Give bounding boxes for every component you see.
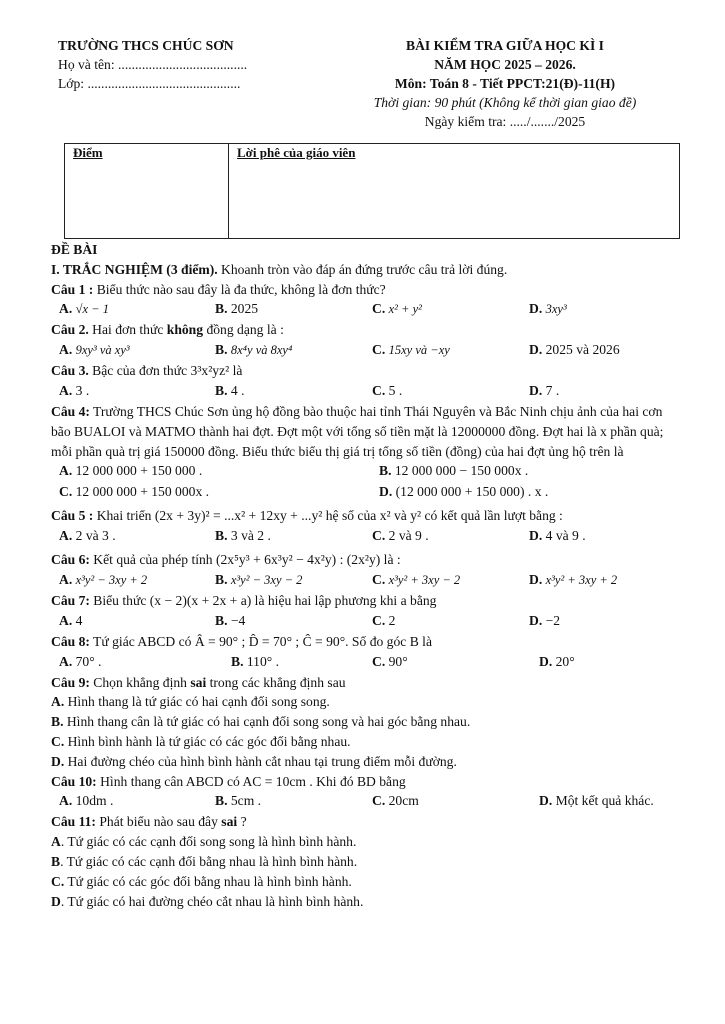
option-b[interactable]: B. Hình thang cân là tứ giác có hai cạnh đối song song và hai góc bằng nhau. — [51, 714, 471, 730]
option-b[interactable]: B. 5cm . — [215, 793, 262, 809]
question-6: Câu 6: Kết quả của phép tính (2x⁵y³ + 6x³y² − 4x²y) : (2x²y) là : — [51, 552, 401, 568]
option-a[interactable]: A. 2 và 3 . — [59, 528, 116, 544]
option-d[interactable]: D. Tứ giác có hai đường chéo cắt nhau là hình bình hành. — [51, 893, 364, 909]
question-3-options — [51, 381, 679, 402]
option-a[interactable]: A. 3 . — [59, 382, 90, 398]
option-c[interactable]: C. 5 . — [372, 382, 403, 398]
question-4-options-row1 — [51, 461, 679, 482]
student-name-field[interactable]: Họ và tên: ...................................... — [58, 57, 248, 72]
option-d[interactable]: D. 3xy³ — [529, 301, 567, 317]
option-a[interactable]: A. x³y² − 3xy + 2 — [59, 571, 148, 587]
option-a[interactable]: A. 10dm . — [59, 793, 114, 809]
option-a[interactable]: A. 4 — [59, 612, 83, 628]
question-2-options — [51, 340, 679, 361]
question-10-options — [51, 791, 679, 812]
option-a[interactable]: A. 9xy³ và xy³ — [59, 342, 130, 358]
option-a[interactable]: A. 12 000 000 + 150 000 . — [59, 463, 203, 479]
question-6-options — [51, 570, 679, 591]
option-c[interactable]: C. 90° — [372, 653, 408, 669]
option-b[interactable]: B. 3 và 2 . — [215, 528, 271, 544]
question-5-options — [51, 526, 679, 547]
score-box — [64, 143, 680, 239]
question-8-options — [51, 652, 679, 673]
option-d[interactable]: D. −2 — [529, 612, 561, 628]
option-b[interactable]: B. 4 . — [215, 382, 245, 398]
option-d[interactable]: D. 4 và 9 . — [529, 528, 586, 544]
option-c[interactable]: C. 15xy và −xy — [372, 342, 450, 358]
school-year: NĂM HỌC 2025 – 2026. — [434, 57, 576, 72]
option-b[interactable]: B. −4 — [215, 612, 246, 628]
option-b[interactable]: B. 12 000 000 − 150 000x . — [379, 463, 529, 479]
exam-date: Ngày kiểm tra: ...../......./2025 — [424, 114, 586, 129]
question-4-options-row2 — [51, 482, 679, 503]
option-a[interactable]: A. Tứ giác có các cạnh đối song song là hình bình hành. — [51, 834, 357, 850]
score-column[interactable] — [65, 144, 229, 238]
time-line: Thời gian: 90 phút (Không kể thời gian giao đề) — [373, 95, 637, 110]
option-b[interactable]: B. 2025 — [215, 301, 259, 317]
question-7: Câu 7: Biểu thức (x − 2)(x + 2x + a) là hiệu hai lập phương khi a bằng — [51, 592, 437, 608]
question-3: Câu 3. Bậc của đơn thức 3³x²yz² là — [51, 363, 243, 379]
score-label: Điểm — [73, 145, 103, 160]
part1-instruction: Khoanh tròn vào đáp án đứng trước câu trả lời đúng. — [217, 261, 508, 277]
part1-title: I. TRẮC NGHIỆM (3 điểm). — [51, 261, 218, 277]
class-field[interactable]: Lớp: ............................................. — [58, 76, 241, 91]
question-7-options — [51, 611, 679, 632]
section-title: ĐỀ BÀI — [51, 242, 98, 257]
option-a[interactable]: A. √x − 1 — [59, 301, 109, 317]
exam-content — [51, 240, 679, 911]
option-b[interactable]: B. 8x⁴y và 8xy⁴ — [215, 342, 293, 358]
option-a[interactable]: A. 70° . — [59, 653, 102, 669]
option-c[interactable]: C. x³y² + 3xy − 2 — [372, 571, 461, 587]
option-c[interactable]: C. Tứ giác có các góc đối bằng nhau là hình bình hành. — [51, 873, 352, 889]
question-label: Câu 1 : — [51, 281, 94, 297]
question-11: Câu 11: Phát biểu nào sau đây sai ? — [51, 814, 247, 830]
question-text: Biểu thức nào sau đây là đa thức, không là đơn thức? — [93, 281, 386, 297]
comment-label: Lời phê của giáo viên — [237, 145, 356, 160]
option-d[interactable]: D. (12 000 000 + 150 000) . x . — [379, 484, 549, 500]
subject-line: Môn: Toán 8 - Tiết PPCT:21(Đ)-11(H) — [394, 76, 616, 91]
question-5: Câu 5 : Khai triển (2x + 3y)² = ...x² + 12xy + ...y² hệ số của x² và y² có kết quả lần lượt bằng : — [51, 508, 563, 524]
option-d[interactable]: D. x³y² + 3xy + 2 — [529, 571, 618, 587]
question-1-options — [51, 299, 679, 320]
option-d[interactable]: D. Hai đường chéo của hình bình hành cắt nhau tại trung điểm mỗi đường. — [51, 753, 457, 769]
option-b[interactable]: B. x³y² − 3xy − 2 — [215, 571, 303, 587]
option-b[interactable]: B. 110° . — [231, 653, 279, 669]
question-4: Câu 4: Trường THCS Chúc Sơn ủng hộ đồng bào thuộc hai tỉnh Thái Nguyên và Bắc Ninh chịu ảnh của hai cơn bão BUALOI và MATMO thành hai đợt. Đợt một với tổng số tiền mặt là 12000000 đồng. Đợt hai là x phần quà; mỗi phần quà trị giá 150000 đồng. Biểu thức biểu thị giá trị tổng số tiền (đồng) của hai đợt ủng hộ trên là — [51, 403, 664, 459]
part1-heading — [51, 260, 679, 280]
comment-column[interactable] — [229, 144, 679, 238]
question-9: Câu 9: Chọn khẳng định sai trong các khẳng định sau — [51, 674, 346, 690]
header-left — [58, 36, 247, 93]
option-c[interactable]: C. x² + y² — [372, 301, 422, 317]
option-d[interactable]: D. 7 . — [529, 382, 560, 398]
question-1 — [51, 280, 679, 300]
option-c[interactable]: C. 2 và 9 . — [372, 528, 429, 544]
option-a[interactable]: A. Hình thang là tứ giác có hai cạnh đối song song. — [51, 694, 330, 710]
exam-title: BÀI KIỂM TRA GIỮA HỌC KÌ I — [406, 38, 604, 53]
option-c[interactable]: C. Hình bình hành là tứ giác có các góc đối bằng nhau. — [51, 733, 351, 749]
option-b[interactable]: B. Tứ giác có các cạnh đối bằng nhau là hình bình hành. — [51, 853, 358, 869]
option-d[interactable]: D. 20° — [539, 653, 575, 669]
option-c[interactable]: C. 20cm — [372, 793, 419, 809]
question-2: Câu 2. Hai đơn thức không đồng dạng là : — [51, 322, 284, 338]
option-d[interactable]: D. Một kết quả khác. — [539, 793, 654, 809]
option-c[interactable]: C. 2 — [372, 612, 396, 628]
option-c[interactable]: C. 12 000 000 + 150 000x . — [59, 484, 210, 500]
header-right — [340, 36, 670, 131]
school-name: TRƯỜNG THCS CHÚC SƠN — [58, 38, 234, 53]
option-d[interactable]: D. 2025 và 2026 — [529, 342, 620, 358]
question-8: Câu 8: Tứ giác ABCD có Â = 90° ; D̂ = 70° ; Ĉ = 90°. Số đo góc B là — [51, 633, 432, 649]
question-10: Câu 10: Hình thang cân ABCD có AC = 10cm . Khi đó BD bằng — [51, 773, 406, 789]
